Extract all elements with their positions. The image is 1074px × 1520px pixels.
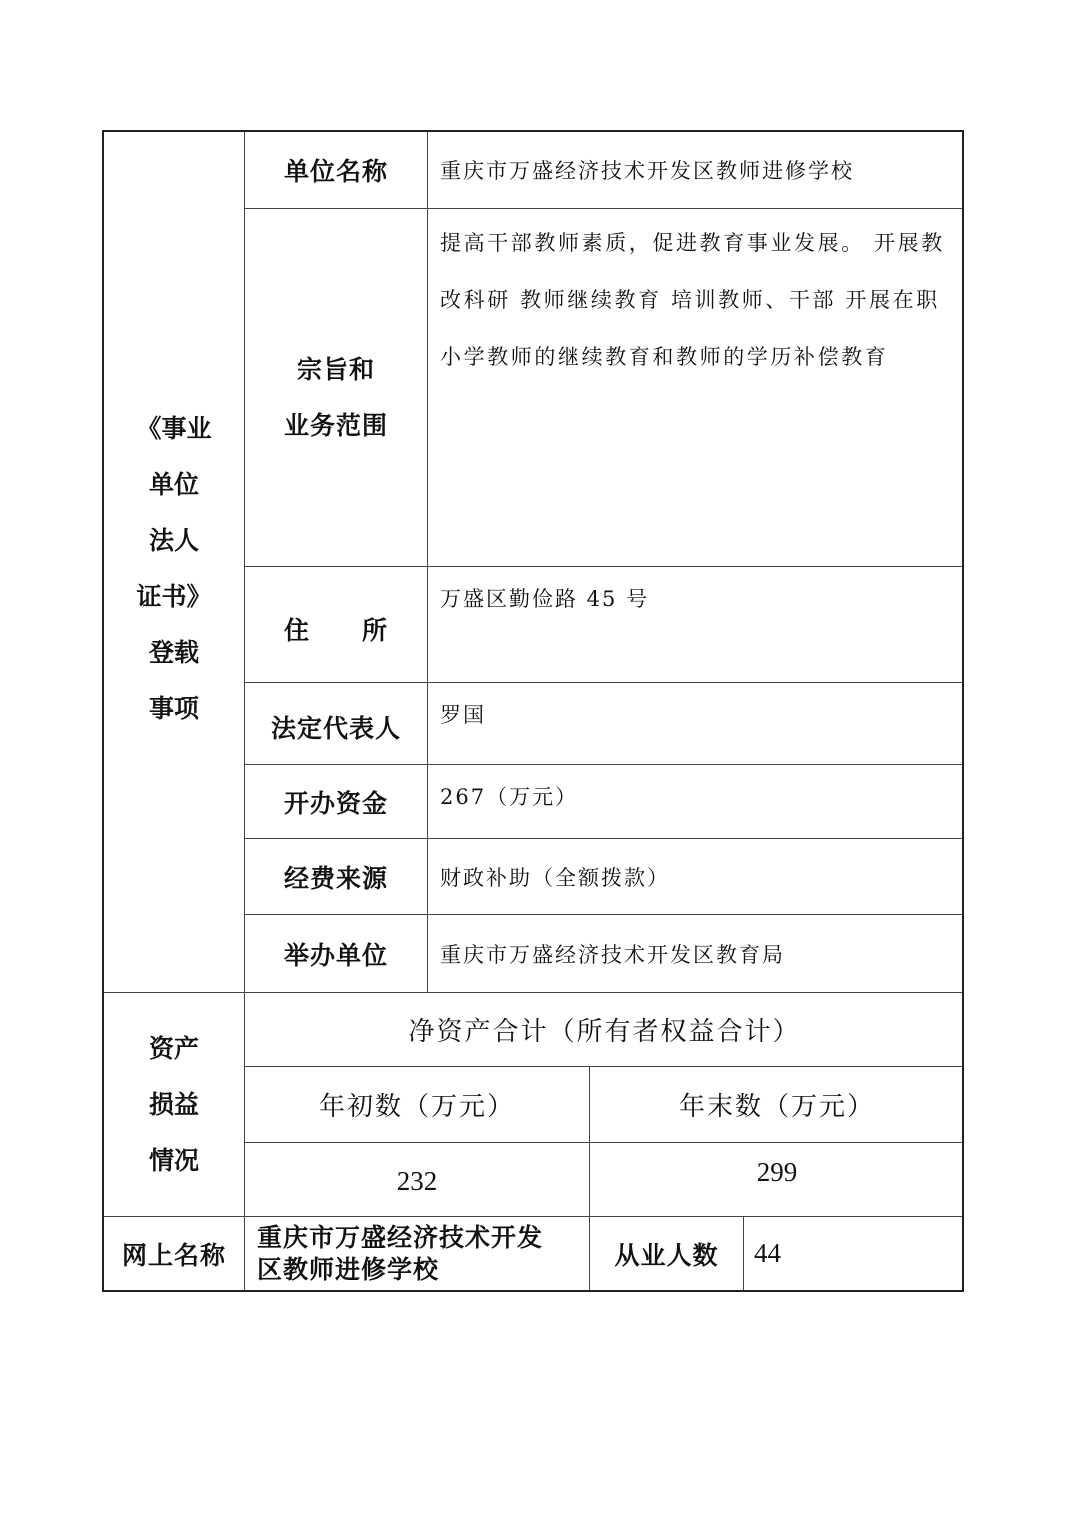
- start-of-year-value: 232: [396, 1166, 438, 1196]
- start-of-year-label: 年初数（万元）: [318, 1092, 515, 1122]
- purpose-scope-label: [245, 209, 427, 566]
- sponsor-label: 举办单位: [283, 940, 388, 970]
- online-name-value: [245, 1217, 589, 1290]
- section-title-line: 情况: [148, 1145, 199, 1175]
- section-title-line: 《事业: [136, 414, 212, 443]
- end-of-year-value: 299: [756, 1157, 798, 1187]
- section-title-line: 损益: [148, 1089, 199, 1119]
- online-name-line: 区教师进修学校: [257, 1254, 440, 1284]
- online-name-label: 网上名称: [121, 1240, 226, 1270]
- section-title-registration: [104, 132, 244, 992]
- address-value: 万盛区勤俭路 45 号: [440, 587, 650, 611]
- unit-name-value: 重庆市万盛经济技术开发区教师进修学校: [440, 159, 854, 183]
- section-title-line: 单位: [148, 470, 199, 499]
- funding-source-label: 经费来源: [283, 863, 388, 893]
- legal-representative-label: 法定代表人: [270, 713, 401, 743]
- staff-count-value: 44: [754, 1238, 781, 1268]
- address-label: 住 所: [283, 615, 388, 645]
- end-of-year-label: 年末数（万元）: [678, 1092, 875, 1122]
- section-title-line: 事项: [148, 694, 199, 723]
- online-name-line: 重庆市万盛经济技术开发: [257, 1222, 544, 1252]
- section-title-line: 证书》: [136, 582, 212, 611]
- registration-table: [102, 130, 964, 1292]
- staff-count-label: 从业人数: [614, 1240, 719, 1270]
- startup-capital-value: 267（万元）: [440, 785, 579, 809]
- startup-capital-label: 开办资金: [283, 788, 388, 818]
- sponsor-value: 重庆市万盛经济技术开发区教育局: [440, 942, 785, 967]
- section-title-assets: [104, 993, 244, 1216]
- unit-name-label: 单位名称: [283, 157, 388, 186]
- legal-representative-value: 罗国: [440, 703, 486, 727]
- section-title-line: 登载: [148, 638, 199, 667]
- purpose-scope-label-line: 业务范围: [283, 410, 388, 440]
- section-title-line: 资产: [148, 1033, 199, 1063]
- funding-source-value: 财政补助（全额拨款）: [440, 865, 670, 890]
- section-title-line: 法人: [148, 526, 199, 555]
- net-assets-header: 净资产合计（所有者权益合计）: [408, 1017, 801, 1047]
- purpose-scope-label-line: 宗旨和: [296, 354, 375, 384]
- purpose-scope-value: 提高干部教师素质，促进教育事业发展。 开展教改科研 教师继续教育 培训教师、干部 开展在职小学教师的继续教育和教师的学历补偿教育: [440, 231, 945, 369]
